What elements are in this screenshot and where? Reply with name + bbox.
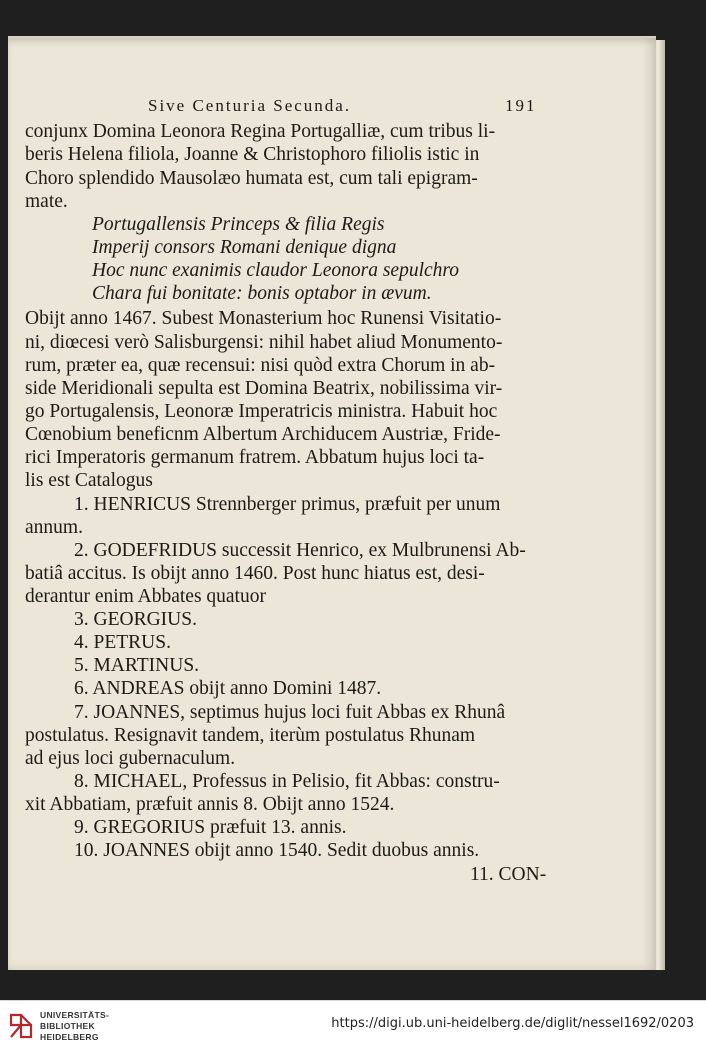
text-line: rum, præter ea, quæ recensui: nisi quòd extra Chorum in ab-	[25, 355, 496, 376]
text-line: lis est Catalogus	[25, 470, 153, 491]
text-line: ad ejus loci gubernaculum.	[25, 748, 236, 769]
verse-line: Portugallensis Princeps & filia Regis	[92, 214, 385, 235]
catalogue-entry: 9. GREGORIUS præfuit 13. annis.	[74, 817, 347, 838]
library-name-line: HEIDELBERG	[40, 1032, 99, 1042]
footer-bar	[0, 1000, 706, 1052]
text-line: derantur enim Abbates quatuor	[25, 586, 266, 607]
library-name	[40, 1010, 109, 1043]
catalogue-entry: 10. JOANNES obijt anno 1540. Sedit duobus annis.	[74, 840, 480, 861]
text-line: Choro splendido Mausolæo humata est, cum tali epigram-	[25, 168, 478, 189]
text-line: conjunx Domina Leonora Regina Portugalliæ, cum tribus li-	[25, 121, 496, 142]
catchword: 11. CON-	[470, 864, 547, 885]
text-line: go Portugalensis, Leonoræ Imperatricis ministra. Habuit hoc	[25, 401, 498, 422]
text-line: mate.	[25, 191, 68, 212]
verse-line: Hoc nunc exanimis claudor Leonora sepulchro	[92, 260, 460, 281]
catalogue-entry: 3. GEORGIUS.	[74, 609, 197, 630]
catalogue-entry: 6. ANDREAS obijt anno Domini 1487.	[74, 678, 382, 699]
catalogue-entry: 5. MARTINUS.	[74, 655, 200, 676]
library-name-line: BIBLIOTHEK	[40, 1021, 95, 1031]
library-name-line: UNIVERSITÄTS-	[40, 1010, 110, 1020]
verse-line: Chara fui bonitate: bonis optabor in ævum.	[92, 283, 432, 304]
verse-line: Imperij consors Romani denique digna	[92, 237, 397, 258]
text-line: xit Abbatiam, præfuit annis 8. Obijt anno 1524.	[25, 794, 395, 815]
text-line: Obijt anno 1467. Subest Monasterium hoc Runensi Visitatio-	[25, 308, 502, 329]
catalogue-entry: 4. PETRUS.	[74, 632, 171, 653]
running-header: Sive Centuria Secunda.	[148, 96, 352, 115]
text-line: postulatus. Resignavit tandem, iterùm postulatus Rhunam	[25, 725, 476, 746]
university-logo-icon	[8, 1011, 34, 1041]
page-number: 191	[505, 96, 537, 115]
text-line: ni, diœcesi verò Salisburgensi: nihil habet aliud Monumento-	[25, 332, 503, 353]
text-line: batiâ accitus. Is obijt anno 1460. Post hunc hiatus est, desi-	[25, 563, 485, 584]
catalogue-entry: 2. GODEFRIDUS successit Henrico, ex Mulbrunensi Ab-	[74, 540, 526, 561]
text-line: Cœnobium beneficnm Albertum Archiducem Austriæ, Fride-	[25, 424, 501, 445]
text-line: beris Helena filiola, Joanne & Christophoro filiolis istic in	[25, 144, 480, 165]
permalink-url[interactable]: https://digi.ub.uni-heidelberg.de/diglit/nessel1692/0203	[331, 1016, 694, 1031]
catalogue-entry: 8. MICHAEL, Professus in Pelisio, fit Abbas: constru-	[74, 771, 500, 792]
catalogue-entry: 7. JOANNES, septimus hujus loci fuit Abbas ex Rhunâ	[74, 702, 506, 723]
catalogue-entry: 1. HENRICUS Strennberger primus, præfuit per unum	[74, 494, 501, 515]
text-line: rici Imperatoris germanum fratrem. Abbatum hujus loci ta-	[25, 447, 485, 468]
text-line: side Meridionali sepulta est Domina Beatrix, nobilissima vir-	[25, 378, 503, 399]
text-line: annum.	[25, 517, 83, 538]
